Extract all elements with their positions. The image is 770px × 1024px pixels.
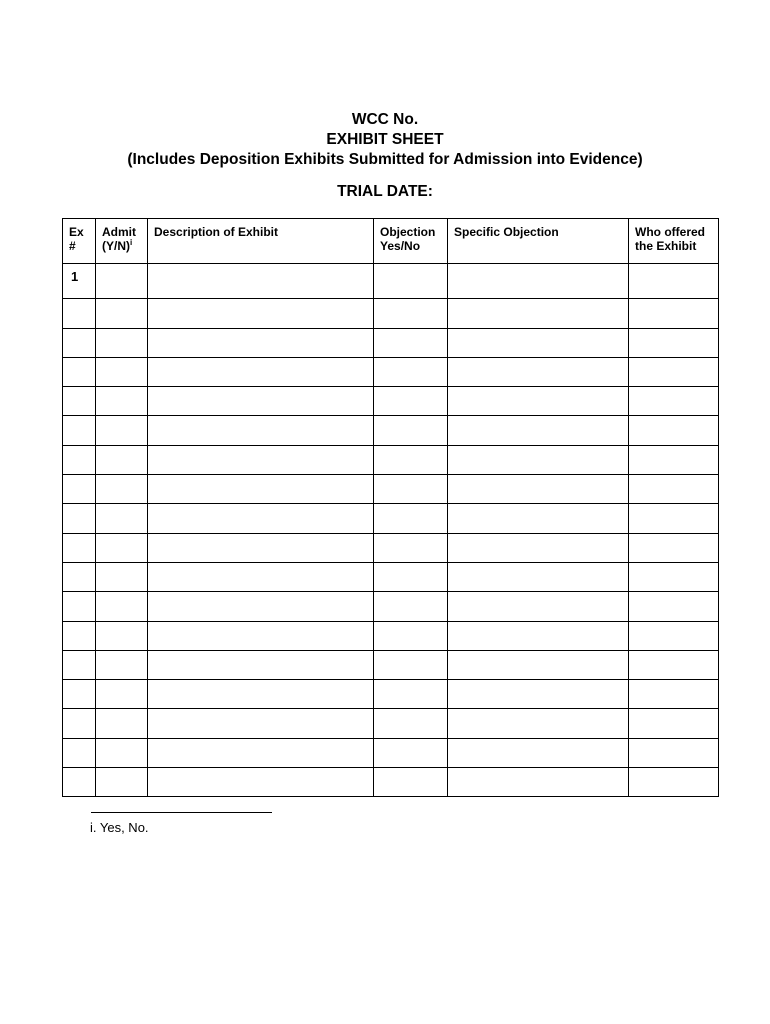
cell-description[interactable] [148,768,374,797]
cell-description[interactable] [148,299,374,328]
cell-description[interactable] [148,650,374,679]
table-row [63,299,719,328]
cell-description[interactable] [148,387,374,416]
cell-who-offered[interactable] [629,621,719,650]
cell-specific-objection[interactable] [448,533,629,562]
cell-specific-objection[interactable] [448,650,629,679]
cell-who-offered[interactable] [629,533,719,562]
cell-admit[interactable] [96,328,148,357]
cell-who-offered[interactable] [629,328,719,357]
footnote-marker: i [130,238,133,247]
cell-admit[interactable] [96,504,148,533]
cell-ex[interactable] [63,387,96,416]
cell-specific-objection[interactable] [448,504,629,533]
cell-who-offered[interactable] [629,562,719,591]
cell-admit[interactable] [96,387,148,416]
wcc-number-label: WCC No. [351,111,419,128]
cell-objection[interactable] [374,562,448,591]
cell-admit[interactable] [96,533,148,562]
cell-objection[interactable] [374,650,448,679]
cell-objection[interactable] [374,445,448,474]
cell-objection[interactable] [374,504,448,533]
table-row [63,387,719,416]
cell-specific-objection[interactable] [448,768,629,797]
cell-objection[interactable] [374,709,448,738]
cell-description[interactable] [148,264,374,299]
cell-description[interactable] [148,416,374,445]
cell-who-offered[interactable] [629,387,719,416]
cell-ex[interactable] [63,768,96,797]
cell-ex[interactable] [63,504,96,533]
cell-ex[interactable] [63,416,96,445]
column-header-ex: Ex # [63,219,96,264]
cell-description[interactable] [148,533,374,562]
cell-admit[interactable] [96,680,148,709]
table-row [63,768,719,797]
cell-specific-objection[interactable] [448,264,629,299]
cell-specific-objection[interactable] [448,709,629,738]
exhibit-table [62,218,719,797]
cell-specific-objection[interactable] [448,680,629,709]
table-row [63,621,719,650]
cell-specific-objection[interactable] [448,357,629,386]
cell-ex[interactable] [63,328,96,357]
cell-ex[interactable] [63,475,96,504]
table-row [63,650,719,679]
table-row [63,328,719,357]
document-header [0,110,770,170]
cell-admit[interactable] [96,621,148,650]
cell-admit[interactable] [96,592,148,621]
sheet-subtitle: (Includes Deposition Exhibits Submitted for Admission into Evidence) [127,151,643,168]
table-row [63,416,719,445]
cell-ex[interactable] [63,709,96,738]
cell-ex[interactable] [63,299,96,328]
cell-objection[interactable] [374,299,448,328]
cell-specific-objection[interactable] [448,299,629,328]
cell-objection[interactable] [374,416,448,445]
table-row [63,533,719,562]
cell-specific-objection[interactable] [448,387,629,416]
table-row [63,562,719,591]
cell-objection[interactable] [374,738,448,767]
cell-admit[interactable] [96,416,148,445]
cell-objection[interactable] [374,357,448,386]
cell-who-offered[interactable] [629,650,719,679]
table-header-row [63,219,719,264]
cell-ex[interactable] [63,680,96,709]
footnote-divider [91,812,272,813]
cell-ex[interactable] [63,738,96,767]
cell-description[interactable] [148,592,374,621]
cell-admit[interactable] [96,562,148,591]
cell-who-offered[interactable] [629,357,719,386]
cell-specific-objection[interactable] [448,562,629,591]
cell-specific-objection[interactable] [448,416,629,445]
cell-specific-objection[interactable] [448,445,629,474]
cell-description[interactable] [148,445,374,474]
cell-objection[interactable] [374,768,448,797]
cell-objection[interactable] [374,475,448,504]
cell-who-offered[interactable] [629,680,719,709]
cell-description[interactable] [148,562,374,591]
cell-objection[interactable] [374,621,448,650]
cell-description[interactable] [148,738,374,767]
cell-admit[interactable] [96,738,148,767]
cell-who-offered[interactable] [629,264,719,299]
cell-description[interactable] [148,475,374,504]
cell-who-offered[interactable] [629,592,719,621]
footnote-text: i. Yes, No. [90,820,149,835]
cell-description[interactable] [148,357,374,386]
cell-admit[interactable] [96,475,148,504]
cell-objection[interactable] [374,533,448,562]
cell-who-offered[interactable] [629,299,719,328]
cell-specific-objection[interactable] [448,328,629,357]
cell-admit[interactable] [96,709,148,738]
cell-who-offered[interactable] [629,738,719,767]
cell-who-offered[interactable] [629,416,719,445]
cell-description[interactable] [148,709,374,738]
cell-admit[interactable] [96,357,148,386]
cell-admit[interactable] [96,768,148,797]
cell-admit[interactable] [96,299,148,328]
cell-objection[interactable] [374,592,448,621]
cell-ex[interactable] [63,621,96,650]
column-header-specific-objection: Specific Objection [448,219,629,264]
cell-ex[interactable] [63,562,96,591]
table-row [63,738,719,767]
cell-who-offered[interactable] [629,445,719,474]
cell-specific-objection[interactable] [448,621,629,650]
cell-objection[interactable] [374,264,448,299]
table-row [63,445,719,474]
cell-description[interactable] [148,621,374,650]
cell-specific-objection[interactable] [448,475,629,504]
table-row [63,475,719,504]
column-header-admit: Admit $(Y/N)^i$ [96,219,148,264]
cell-who-offered[interactable] [629,768,719,797]
cell-description[interactable] [148,504,374,533]
column-header-who-offered: Who offered the Exhibit [629,219,719,264]
table-row [63,592,719,621]
cell-who-offered[interactable] [629,709,719,738]
sheet-title: EXHIBIT SHEET [326,131,444,148]
cell-who-offered[interactable] [629,475,719,504]
cell-ex[interactable] [63,592,96,621]
cell-specific-objection[interactable] [448,592,629,621]
cell-ex[interactable] [63,533,96,562]
table-row [63,504,719,533]
cell-objection[interactable] [374,387,448,416]
table-row [63,264,719,299]
table-row [63,357,719,386]
trial-date-label: TRIAL DATE: [337,183,433,200]
cell-objection[interactable] [374,328,448,357]
column-header-description: Description of Exhibit [148,219,374,264]
cell-ex[interactable] [63,357,96,386]
cell-admit[interactable] [96,264,148,299]
cell-who-offered[interactable] [629,504,719,533]
cell-objection[interactable] [374,680,448,709]
table-row [63,680,719,709]
cell-ex[interactable] [63,445,96,474]
cell-admit[interactable] [96,650,148,679]
cell-ex[interactable] [63,650,96,679]
cell-description[interactable] [148,328,374,357]
cell-ex[interactable]: 1 [63,264,96,299]
cell-admit[interactable] [96,445,148,474]
cell-specific-objection[interactable] [448,738,629,767]
cell-description[interactable] [148,680,374,709]
column-header-objection: Objection Yes/No [374,219,448,264]
table-row [63,709,719,738]
